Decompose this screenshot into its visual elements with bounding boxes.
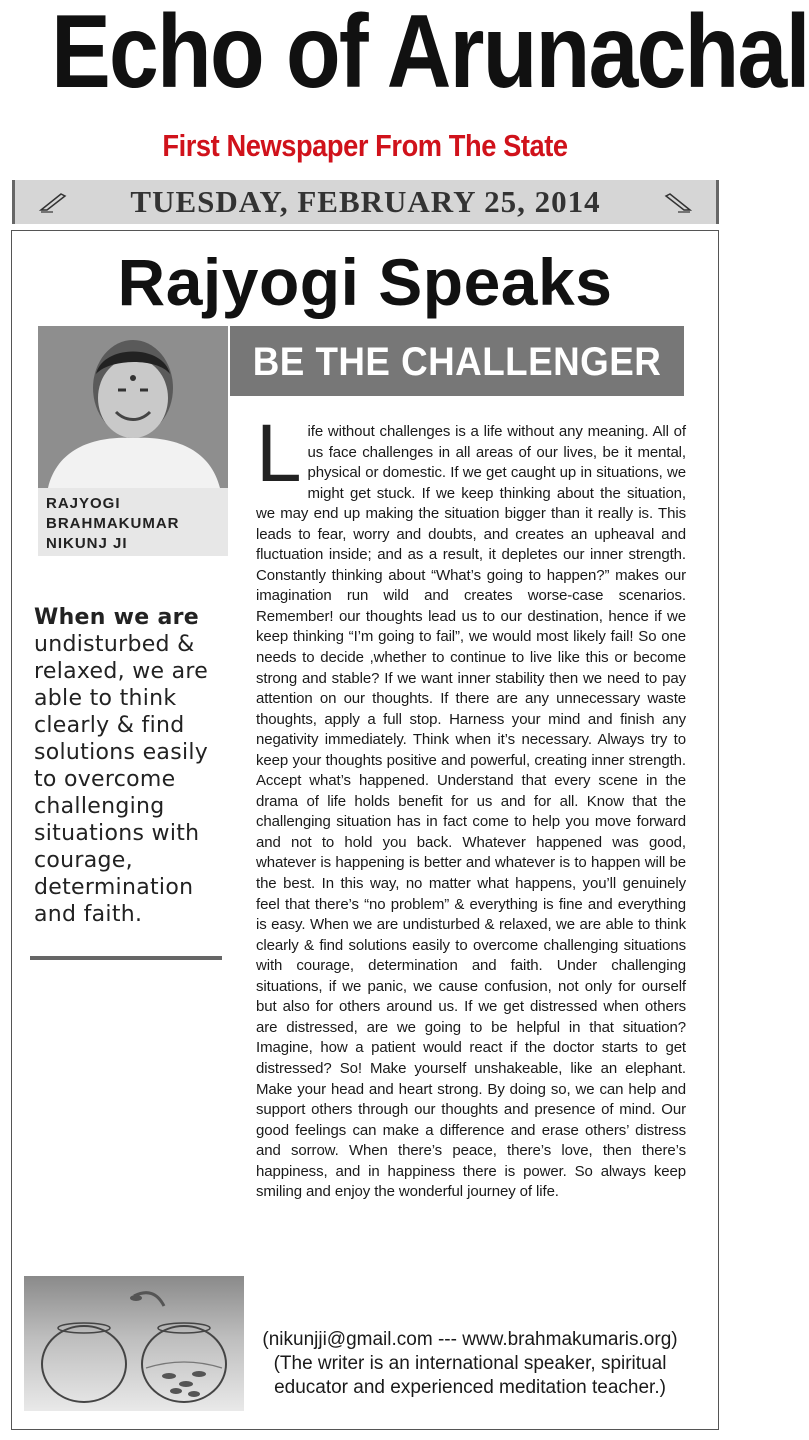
pull-quote bbox=[34, 604, 234, 928]
pull-quote-rule bbox=[30, 956, 222, 960]
newspaper-title: Echo of Arunachal bbox=[51, 0, 809, 110]
fish-bowls-illustration bbox=[24, 1276, 244, 1411]
author-box bbox=[38, 326, 228, 556]
headline-band bbox=[230, 326, 684, 396]
author-name bbox=[46, 494, 226, 554]
author-photo bbox=[38, 326, 228, 488]
article-footer bbox=[250, 1328, 690, 1400]
newspaper-tagline: First Newspaper From The State bbox=[162, 128, 568, 163]
masthead bbox=[0, 0, 809, 163]
quill-icon bbox=[664, 190, 692, 214]
fish-bowl-image bbox=[24, 1276, 244, 1411]
issue-date: TUESDAY, FEBRUARY 25, 2014 bbox=[130, 184, 601, 219]
bio-line: educator and experienced meditation teacher.) bbox=[274, 1377, 666, 1398]
bio-line: (The writer is an international speaker, spiritual bbox=[273, 1353, 667, 1374]
author-line: NIKUNJ JI bbox=[46, 535, 128, 552]
section-title: Rajyogi Speaks bbox=[117, 245, 613, 319]
pull-quote-lead: When we are bbox=[34, 605, 199, 630]
author-line: BRAHMAKUMAR bbox=[46, 515, 180, 532]
date-band bbox=[12, 180, 719, 224]
article-text: ife without challenges is a life without any meaning. All of us face challenges in all areas of our lives, be it mental, physical or domestic. If we get caught up in situations, we might get stuck. If we keep thinking about the situation, we may end up making the situation bigger than it really is. This leads to fear, worry and doubts, and creates an upheaval and fluctuation inside; and as a result, it depletes our inner strength. Constantly thinking about “What’s going to happen?” makes our imagination run wild and creates worse-case scenarios. Remember! our thoughts lead us to our destination, hence if we keep thinking “I’m going to fail”, we would most likely fail! So one needs to decide ,whether to continue to live like this or become strong and stable? If we want inner stability then we need to pay attention on our thoughts. If there are any unnecessary waste thoughts, apply a full stop. Harness your mind and finish any negativity immediately. Think when it’s necessary. Always try to keep your thoughts positive and powerful, creating inner strength. Accept what’s happened. Understand that every scene in the drama of life holds benefit for us and for all. Know that the challenging situation has in fact come to help you move forward and not to hold you back. Whatever happened was good, whatever is happening is better and whatever is to happen will be the best. In this way, no matter what happens, you’ll genuinely feel that there’s “no problem” & everything is fine and everything is easy. When we are undisturbed & relaxed, we are able to think clearly & find solutions easily to overcome challenging situations with courage, determination and faith. Under challenging situations, if we panic, we cause confusion, not only for ourself but also for others around us. If we get distressed when others are distressed, are we going to be helpful in that situation? Imagine, how a patient would react if the doctor starts to get distressed? So! Make yourself unshakeable, like an elephant. Make your head and heart strong. By doing so, we can help and support others through our thoughts and presence of mind. Our good feelings can make a difference and erase others’ distress and sorrow. When there’s peace, there’s love, then there’s happiness, and in happiness there is power. So always keep smiling and enjoy the wonderful journey of life. bbox=[256, 423, 686, 1201]
drop-cap: L bbox=[256, 408, 302, 499]
article-body bbox=[256, 408, 686, 1203]
article-headline: BE THE CHALLENGER bbox=[252, 340, 662, 384]
pull-quote-text: undisturbed & relaxed, we are able to think clearly & find solutions easily to overcome challenging situations with courage, determination and faith. bbox=[34, 632, 209, 927]
contact-line: (nikunjji@gmail.com --- www.brahmakumaris.org) bbox=[262, 1329, 678, 1350]
author-line: RAJYOGI bbox=[46, 495, 121, 512]
portrait-image bbox=[38, 326, 228, 488]
